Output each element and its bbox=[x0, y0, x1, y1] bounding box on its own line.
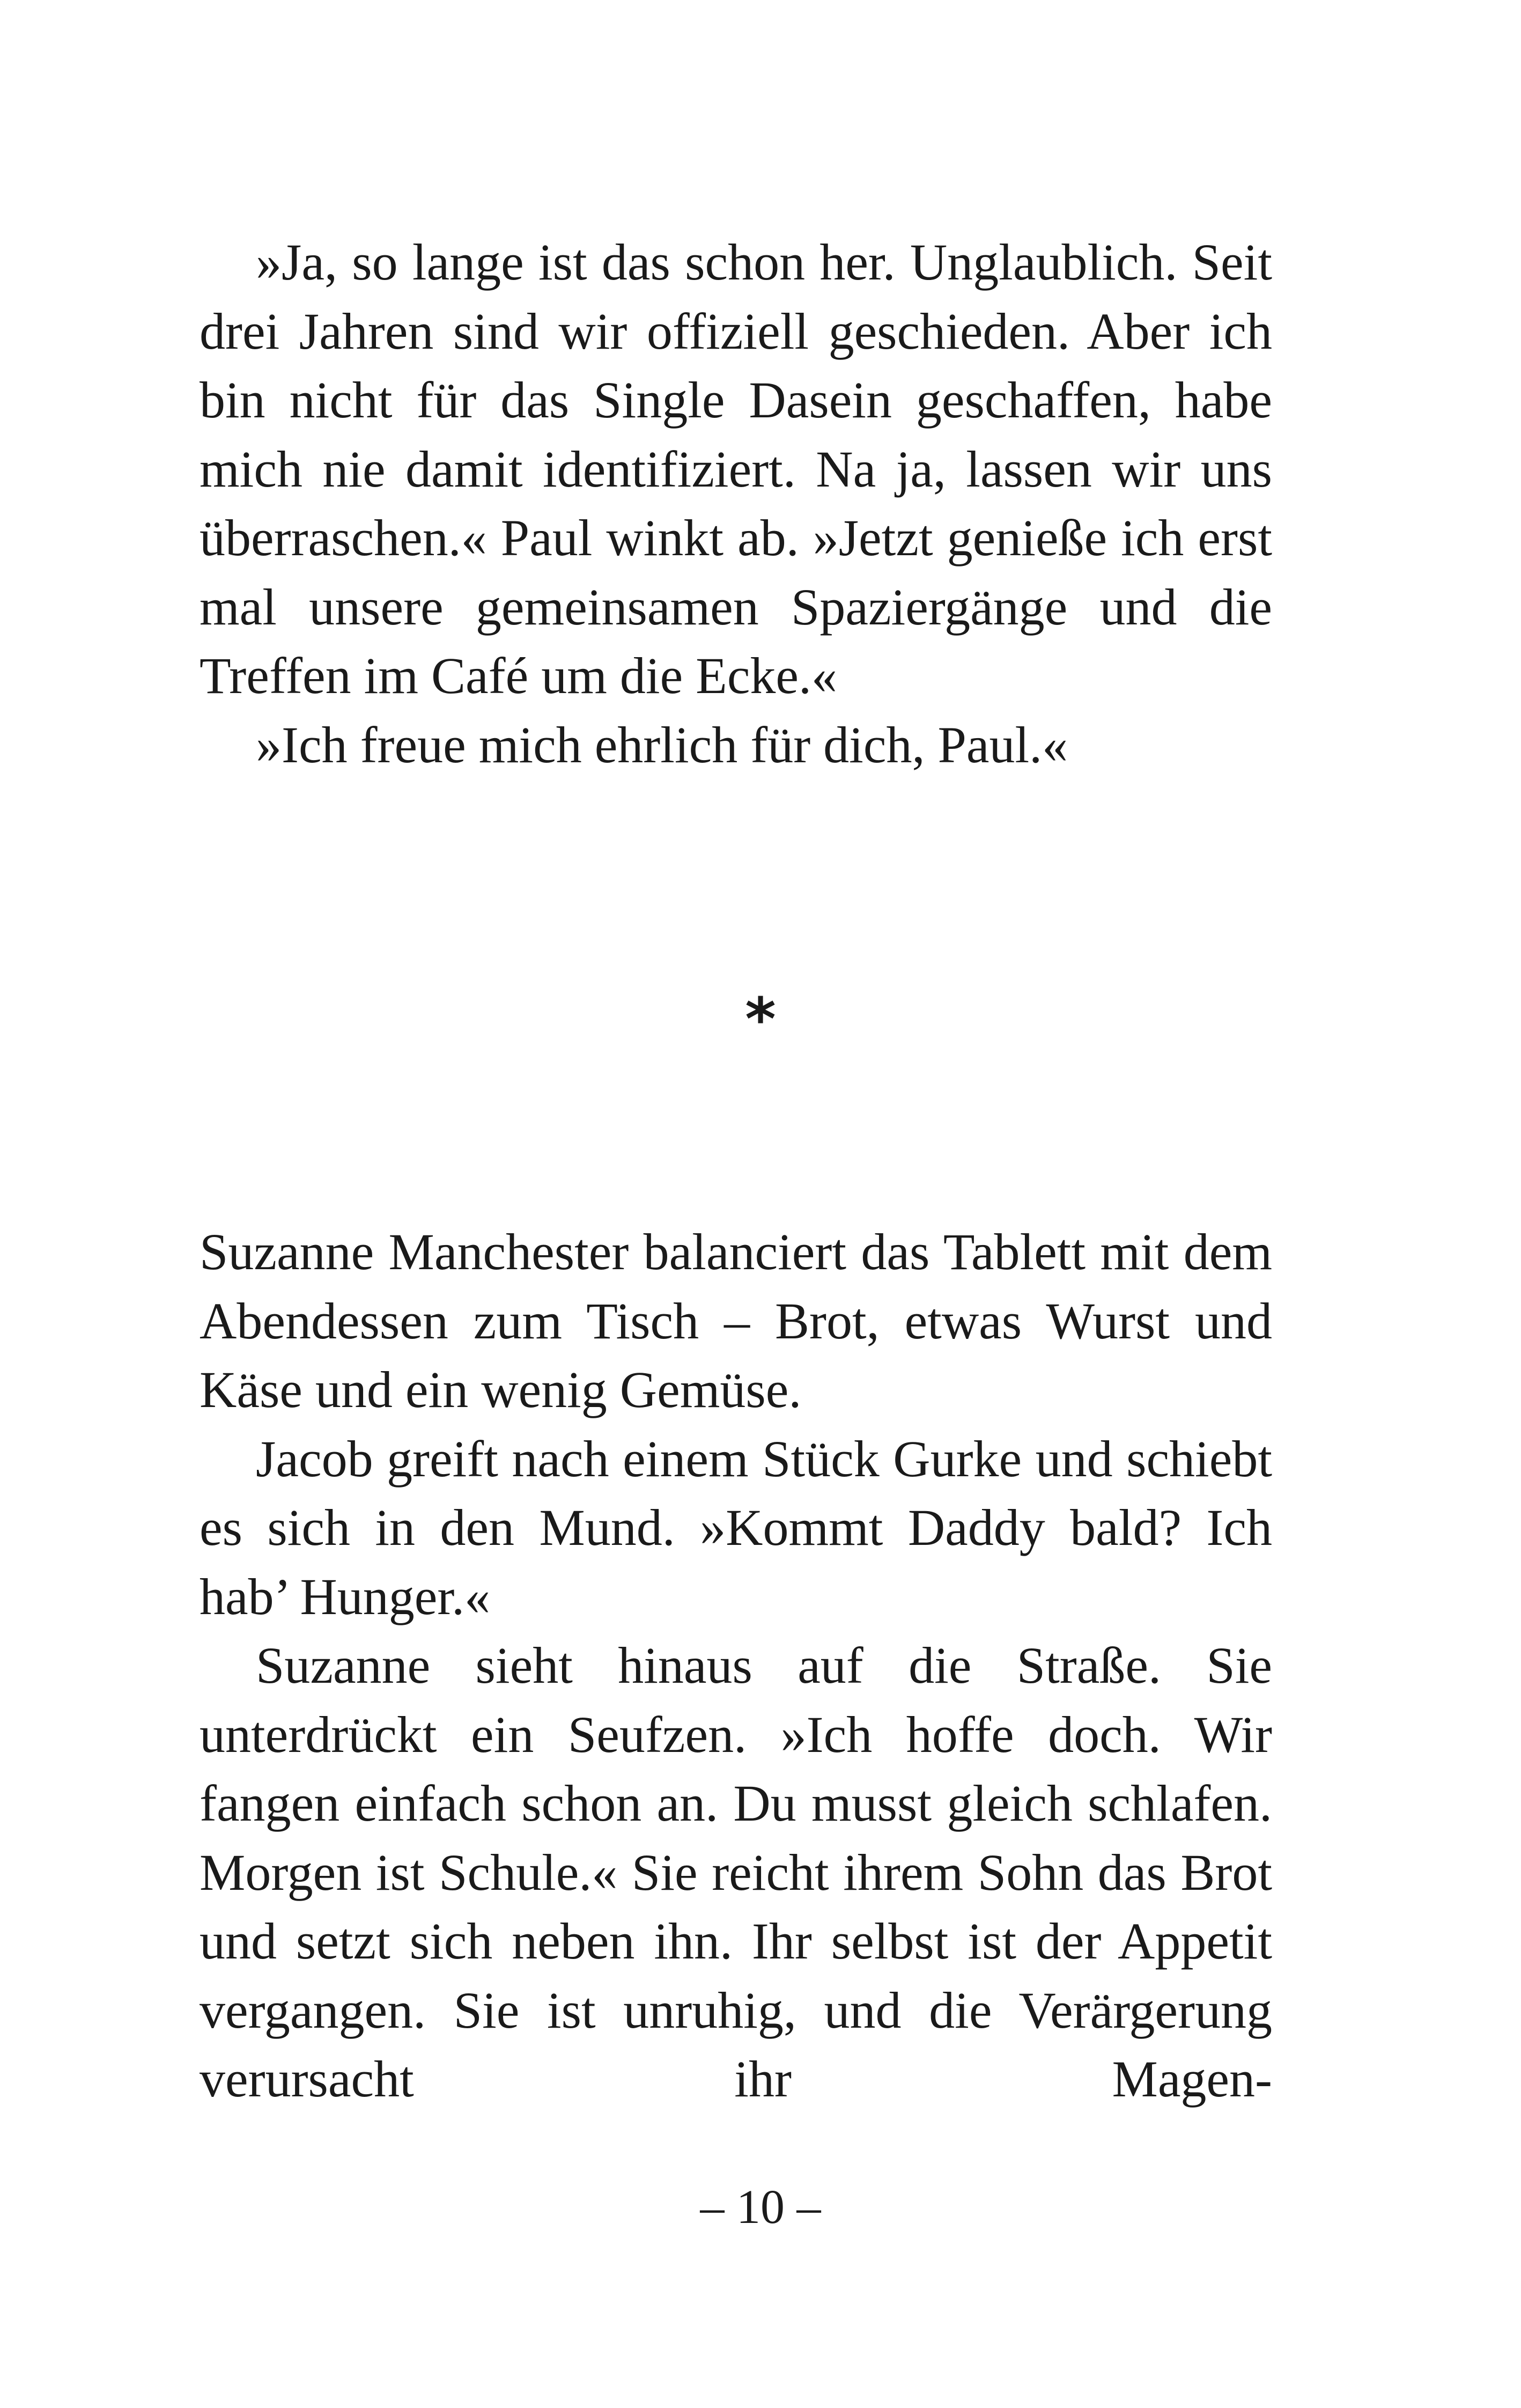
paragraph: Suzanne Manchester balanciert das Tablett mit dem Abendessen zum Tisch – Brot, etwas Wurst und Käse und ein wenig Gemüse. bbox=[200, 1223, 1272, 1418]
upper-text-block bbox=[200, 228, 1272, 779]
lower-text-block bbox=[200, 1218, 1272, 2114]
paragraph: Suzanne sieht hinaus auf die Straße. Sie unterdrückt ein Seufzen. »Ich hoffe doch. Wir fangen einfach schon an. Du musst gleich schlafen. Morgen ist Schule.« Sie reicht ihrem Sohn das Brot und setzt sich neben ihn. Ihr selbst ist der Appetit vergangen. Sie ist unruhig, und die Verärgerung verursacht ihr Magen- bbox=[200, 1637, 1272, 2108]
paragraph: »Ich freue mich ehrlich für dich, Paul.« bbox=[256, 716, 1068, 774]
paragraph: »Ja, so lange ist das schon her. Unglaublich. Seit drei Jahren sind wir offiziell geschieden. Aber ich bin nicht für das Single Dasein geschaffen, habe mich nie damit identifiziert. Na ja, lassen wir uns überraschen.« Paul winkt ab. »Jetzt genieße ich erst mal unsere gemeinsamen Spaziergänge und die Treffen im Café um die Ecke.« bbox=[200, 233, 1272, 704]
paragraph: Jacob greift nach einem Stück Gurke und schiebt es sich in den Mund. »Kommt Daddy bald? Ich hab’ Hunger.« bbox=[200, 1430, 1272, 1625]
section-break-asterisk: * bbox=[745, 985, 776, 1054]
page-number: – 10 – bbox=[700, 2181, 821, 2234]
